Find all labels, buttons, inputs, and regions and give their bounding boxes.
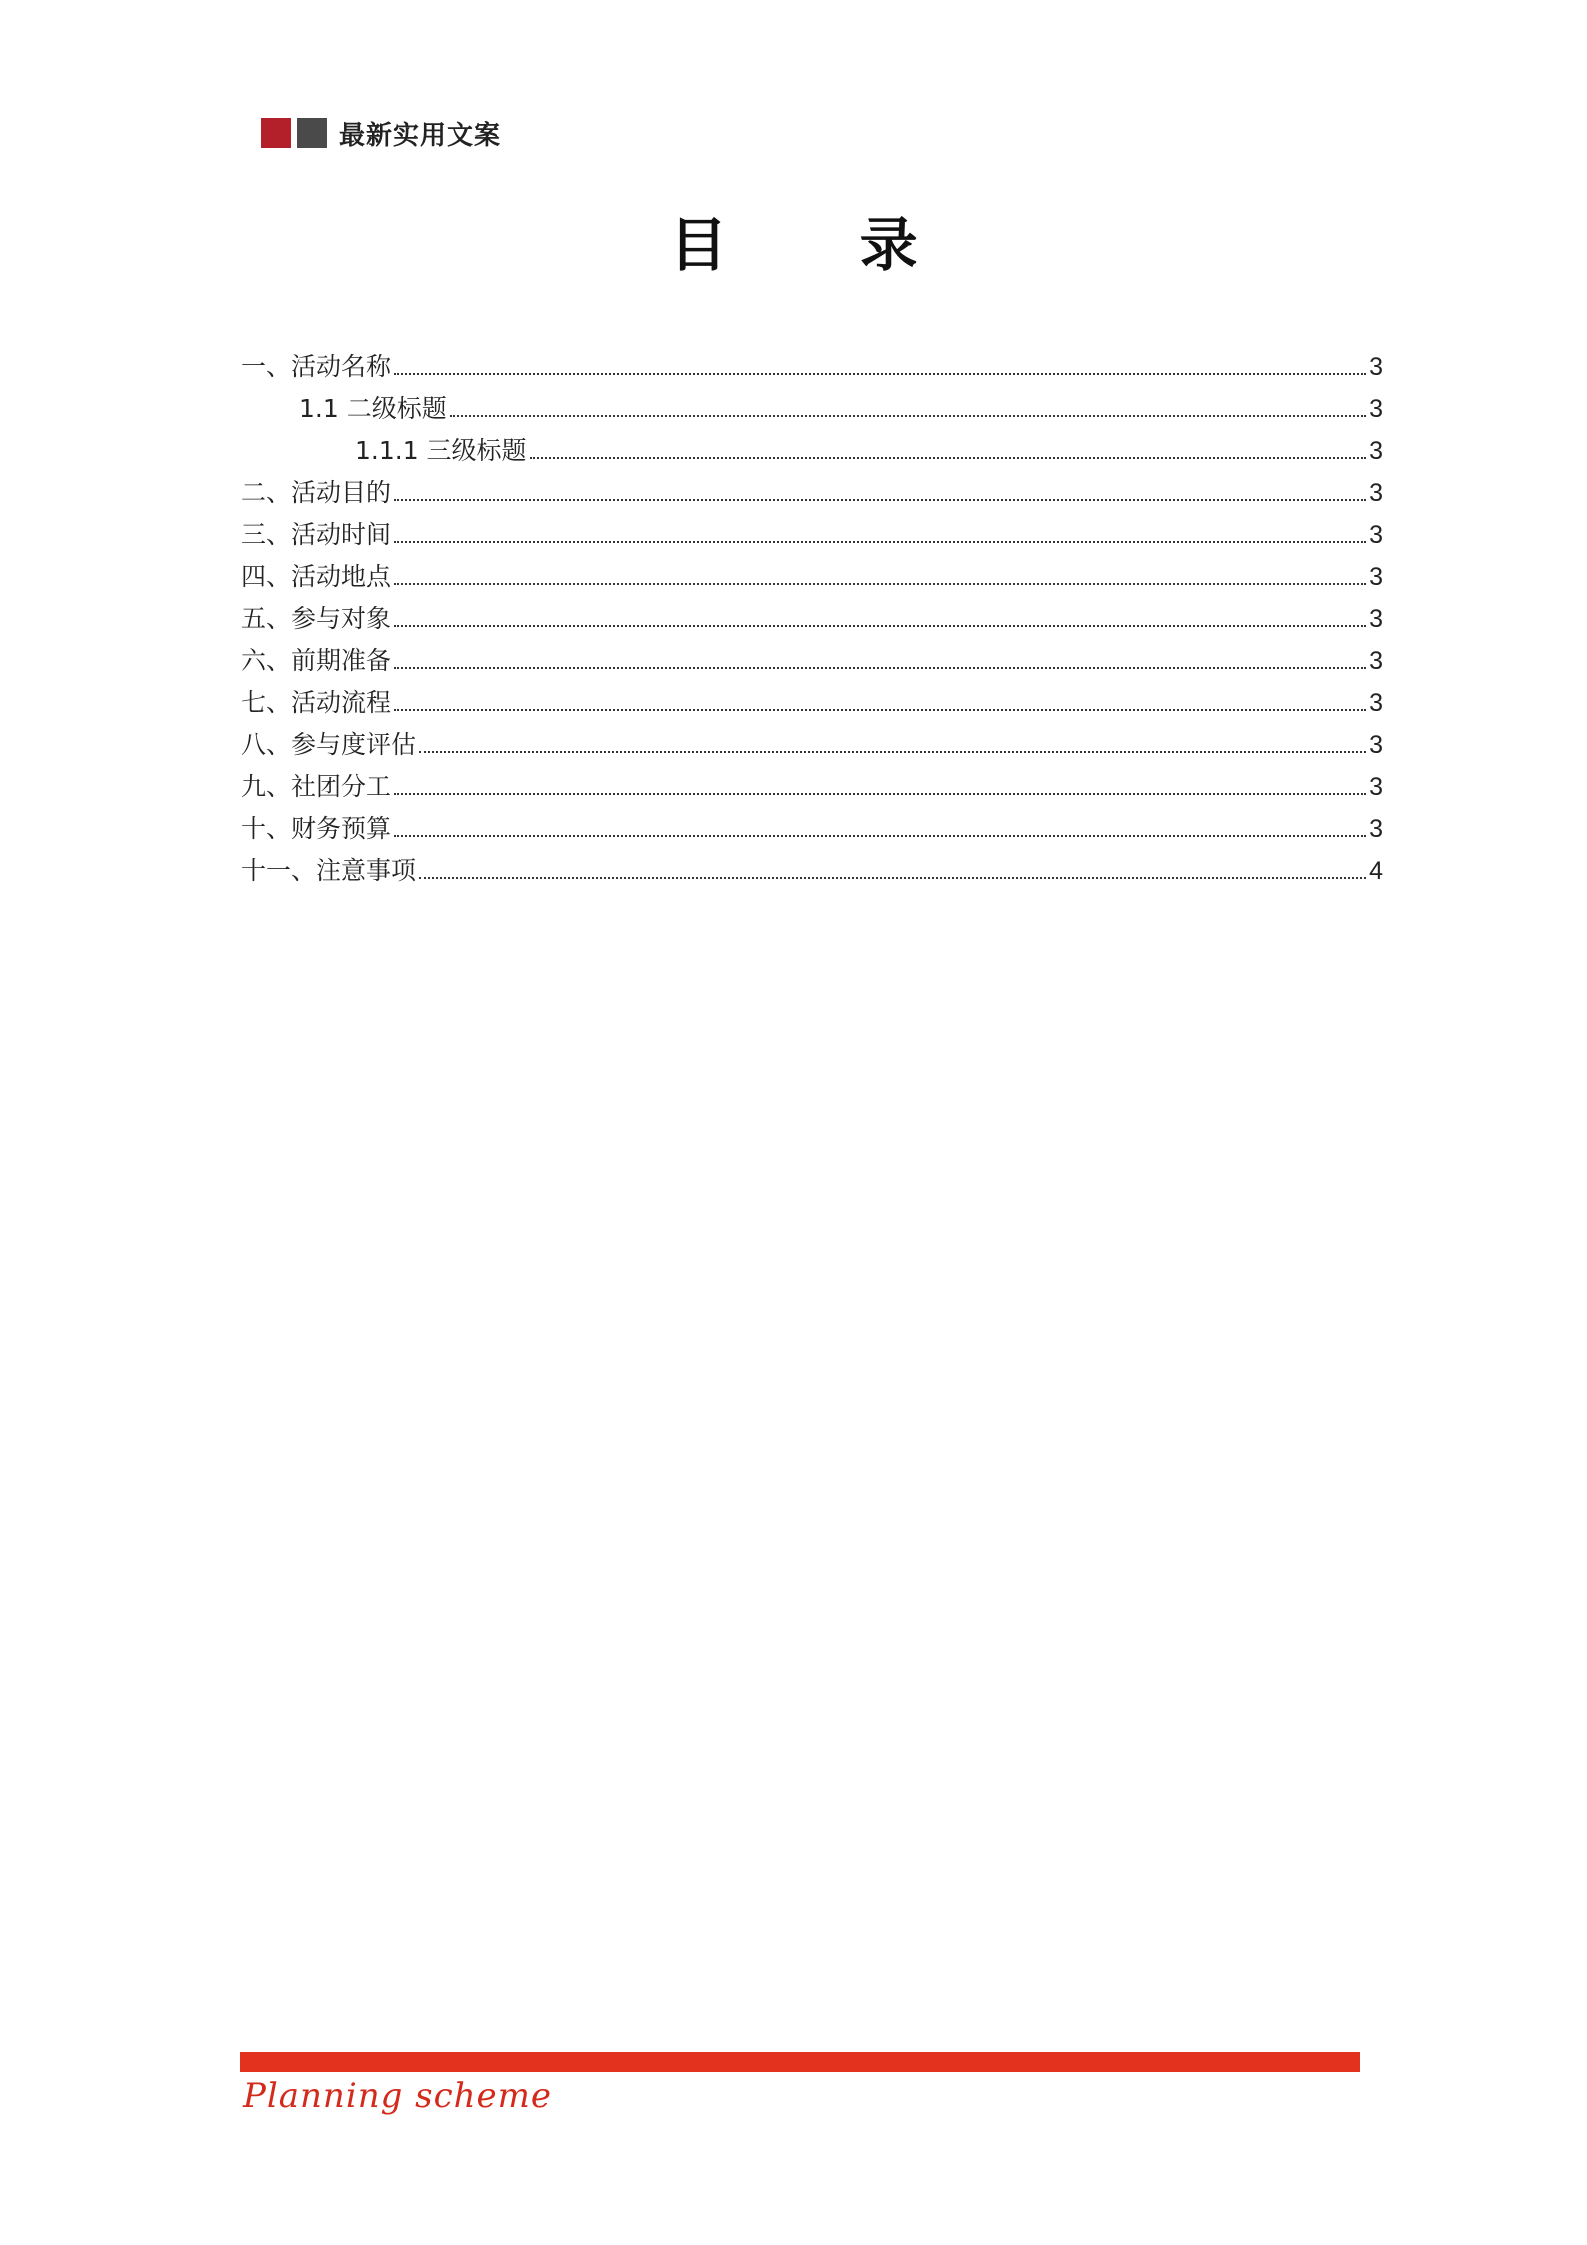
table-of-contents — [241, 340, 1383, 886]
toc-entry-label: 四、活动地点 — [241, 562, 392, 591]
toc-dot-leader — [419, 750, 1366, 753]
toc-dot-leader — [419, 876, 1366, 879]
toc-dot-leader — [394, 834, 1366, 837]
toc-entry-label: 十、财务预算 — [241, 814, 392, 843]
toc-entry-page: 3 — [1369, 689, 1383, 717]
footer-text: Planning scheme — [243, 2076, 553, 2116]
toc-dot-leader — [394, 540, 1366, 543]
toc-dot-leader — [394, 624, 1366, 627]
footer-bar — [240, 2052, 1360, 2072]
toc-dot-leader — [394, 792, 1366, 795]
toc-entry-page: 3 — [1369, 437, 1383, 465]
toc-entry[interactable] — [241, 718, 1383, 760]
toc-entry-label: 1.1 二级标题 — [299, 394, 447, 423]
toc-entry-label: 1.1.1 三级标题 — [355, 436, 527, 465]
brand-gray-square — [297, 118, 327, 148]
toc-entry[interactable] — [241, 676, 1383, 718]
toc-entry[interactable] — [241, 508, 1383, 550]
toc-dot-leader — [530, 456, 1367, 459]
toc-entry[interactable] — [241, 802, 1383, 844]
toc-entry[interactable] — [241, 424, 1383, 466]
toc-entry[interactable] — [241, 760, 1383, 802]
toc-entry-label: 六、前期准备 — [241, 646, 392, 675]
toc-entry-label: 九、社团分工 — [241, 772, 392, 801]
header-brand — [261, 117, 501, 149]
toc-dot-leader — [394, 708, 1366, 711]
toc-entry-label: 二、活动目的 — [241, 478, 392, 507]
toc-entry-label: 七、活动流程 — [241, 688, 392, 717]
brand-text: 最新实用文案 — [339, 120, 502, 151]
toc-entry-page: 3 — [1369, 563, 1383, 591]
toc-entry[interactable] — [241, 340, 1383, 382]
toc-entry[interactable] — [241, 634, 1383, 676]
toc-entry-page: 3 — [1369, 479, 1383, 507]
toc-entry-page: 3 — [1369, 395, 1383, 423]
toc-dot-leader — [450, 414, 1366, 417]
toc-entry[interactable] — [241, 592, 1383, 634]
toc-entry-page: 3 — [1369, 773, 1383, 801]
toc-entry-label: 三、活动时间 — [241, 520, 392, 549]
toc-entry-page: 3 — [1369, 731, 1383, 759]
toc-entry-label: 八、参与度评估 — [241, 730, 417, 759]
toc-entry-page: 3 — [1369, 815, 1383, 843]
toc-entry-page: 3 — [1369, 521, 1383, 549]
toc-dot-leader — [394, 372, 1366, 375]
page-title: 目 录 — [669, 211, 974, 279]
toc-dot-leader — [394, 582, 1366, 585]
toc-entry-page: 3 — [1369, 647, 1383, 675]
toc-entry[interactable] — [241, 466, 1383, 508]
toc-entry-page: 4 — [1369, 857, 1383, 885]
toc-entry[interactable] — [241, 550, 1383, 592]
toc-entry[interactable] — [241, 844, 1383, 886]
toc-entry-label: 十一、注意事项 — [241, 856, 417, 885]
toc-dot-leader — [394, 666, 1366, 669]
toc-entry-label: 五、参与对象 — [241, 604, 392, 633]
toc-dot-leader — [394, 498, 1366, 501]
brand-red-square — [261, 118, 291, 148]
toc-entry[interactable] — [241, 382, 1383, 424]
toc-entry-page: 3 — [1369, 353, 1383, 381]
toc-entry-page: 3 — [1369, 605, 1383, 633]
toc-entry-label: 一、活动名称 — [241, 352, 392, 381]
